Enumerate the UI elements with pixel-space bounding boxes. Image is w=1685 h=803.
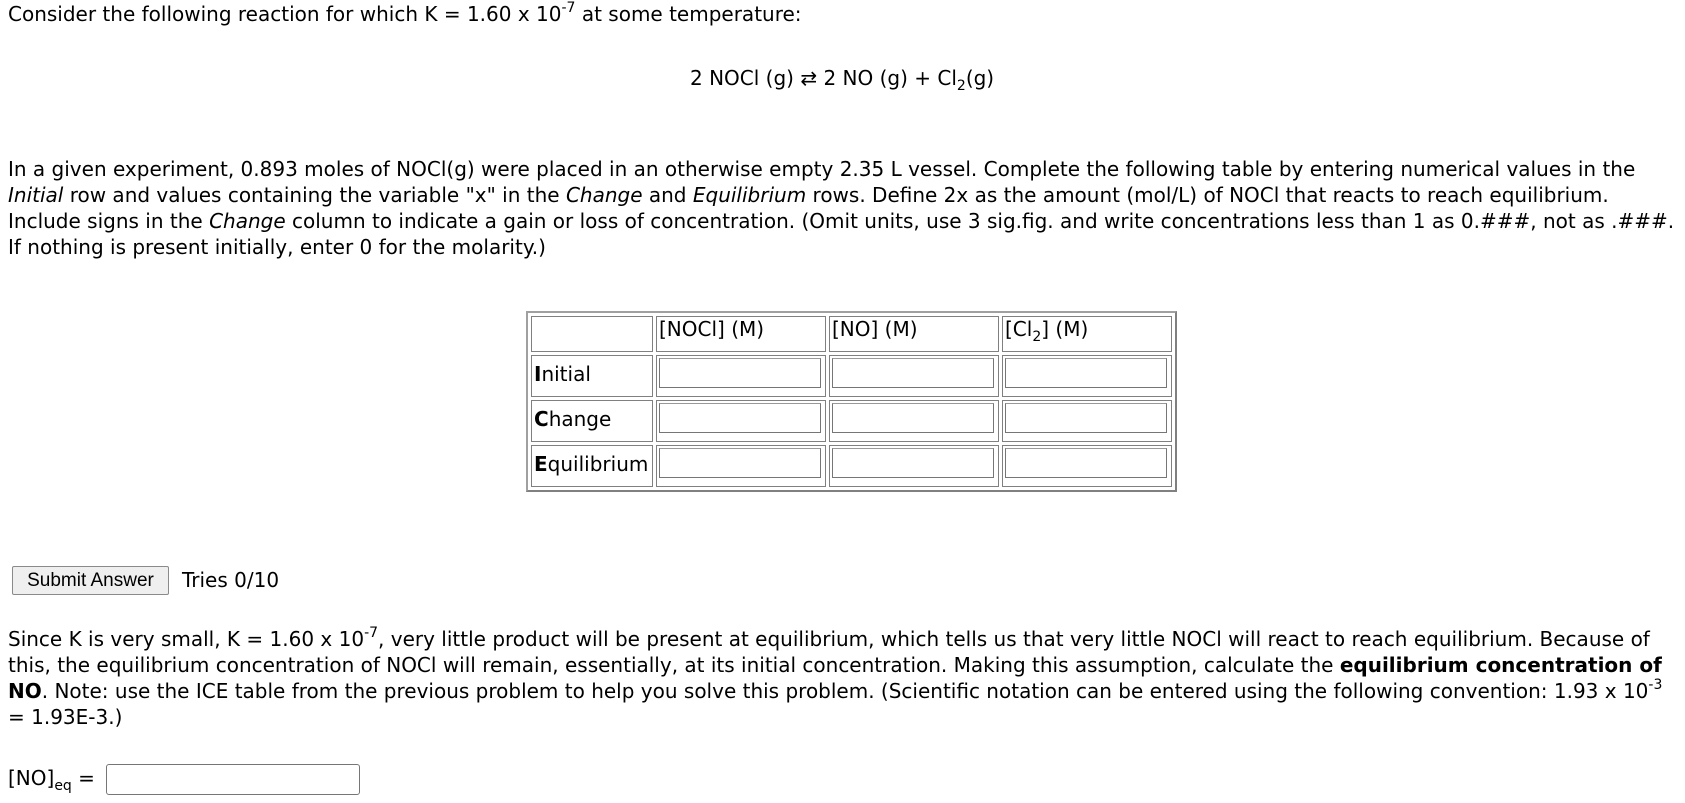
instructions-text-1: In a given experiment, 0.893 moles of NOCl(g) were placed in an otherwise empty 2.35 L vessel. Complete the following table by entering numerical values in the (8, 157, 1636, 181)
followup-paragraph (8, 626, 1681, 730)
ice-row-equilibrium (531, 445, 1172, 487)
input-equilibrium-nocl[interactable] (659, 448, 821, 478)
instructions-text-3: and (642, 183, 693, 207)
input-equilibrium-cl2[interactable] (1005, 448, 1167, 478)
ice-header-row (531, 316, 1172, 352)
cell-equilibrium-cl2 (1002, 445, 1172, 487)
row-label-initial-letter: I (534, 362, 542, 386)
cell-change-cl2 (1002, 400, 1172, 442)
ice-row-initial (531, 355, 1172, 397)
followup-text-3: . Note: use the ICE table from the previous problem to help you solve this problem. (Scientific notation can be entered using the following convention: 1.93 x 10 (41, 679, 1649, 703)
input-initial-no[interactable] (832, 358, 994, 388)
header-cl2-subscript: 2 (1032, 329, 1042, 345)
instructions-text-5: column to indicate a gain or loss of concentration. (Omit units, use 3 sig.fig. and write concentrations less than 1 as 0.###, not as .###. If nothing is present initially, enter 0 for the molarity.) (8, 209, 1675, 259)
reaction-products: 2 NO (g) + Cl (817, 66, 957, 90)
header-nocl: [NOCl] (M) (656, 316, 826, 352)
cell-initial-no (829, 355, 999, 397)
row-label-initial-rest: nitial (541, 362, 591, 386)
cell-initial-nocl (656, 355, 826, 397)
intro-text-end: at some temperature: (575, 2, 802, 26)
followup-exponent-1: -7 (364, 625, 379, 641)
question-intro (8, 2, 802, 26)
no-eq-label-subscript: eq (54, 778, 72, 794)
reaction-equation (690, 66, 995, 94)
row-label-initial (531, 355, 653, 397)
followup-text-2: , very little product will be present at equilibrium, which tells us that very little NOCl will react to reach equilibrium. Because of this, the equilibrium concentration of NOCl will remain, essentially, at its initial concentration. Making this assumption, calculate the (8, 627, 1650, 677)
instructions-text-4: rows. Define 2x as the amount (mol/L) of NOCl that reacts to reach equilibrium. Include signs in the (8, 183, 1609, 233)
instructions-italic-change: Change (565, 183, 643, 207)
ice-corner-cell (531, 316, 653, 352)
row-label-equilibrium (531, 445, 653, 487)
followup-text-4: = 1.93E-3.) (8, 705, 123, 729)
input-change-cl2[interactable] (1005, 403, 1167, 433)
intro-exponent: -7 (561, 0, 576, 16)
input-change-nocl[interactable] (659, 403, 821, 433)
no-eq-label (8, 766, 95, 794)
submit-answer-button[interactable]: Submit Answer (12, 566, 169, 595)
input-initial-cl2[interactable] (1005, 358, 1167, 388)
ice-table (526, 311, 1177, 492)
cell-change-nocl (656, 400, 826, 442)
input-initial-nocl[interactable] (659, 358, 821, 388)
row-label-change (531, 400, 653, 442)
cell-equilibrium-no (829, 445, 999, 487)
row-label-change-letter: C (534, 407, 549, 431)
input-equilibrium-no[interactable] (832, 448, 994, 478)
cell-change-no (829, 400, 999, 442)
reaction-subscript: 2 (956, 78, 966, 94)
followup-text-1: Since K is very small, K = 1.60 x 10 (8, 627, 365, 651)
cell-equilibrium-nocl (656, 445, 826, 487)
instructions-italic-change-2: Change (209, 209, 286, 233)
row-label-change-rest: hange (548, 407, 612, 431)
followup-exponent-2: -3 (1648, 677, 1663, 693)
header-cl2-unit: ] (M) (1041, 317, 1089, 341)
reaction-reactant: 2 NOCl (g) (690, 66, 801, 90)
header-no: [NO] (M) (829, 316, 999, 352)
instructions-text-2: row and values containing the variable "x" in the (63, 183, 566, 207)
no-eq-label-text: [NO] (8, 766, 55, 790)
no-eq-label-equals: = (71, 766, 95, 790)
header-cl2 (1002, 316, 1172, 352)
header-cl2-text: [Cl (1005, 317, 1033, 341)
instructions-italic-equilibrium: Equilibrium (692, 183, 807, 207)
no-eq-input[interactable] (106, 764, 360, 795)
row-label-equilibrium-rest: quilibrium (547, 452, 649, 476)
intro-text: Consider the following reaction for which K = 1.60 x 10 (8, 2, 562, 26)
instructions-paragraph (8, 156, 1681, 260)
tries-counter: Tries 0/10 (182, 568, 280, 592)
ice-row-change (531, 400, 1172, 442)
row-label-equilibrium-letter: E (534, 452, 548, 476)
input-change-no[interactable] (832, 403, 994, 433)
cell-initial-cl2 (1002, 355, 1172, 397)
reaction-phase: (g) (965, 66, 995, 90)
followup-bold: equilibrium concentration of NO (8, 653, 1662, 703)
equilibrium-arrow-icon: ⇄ (800, 66, 818, 90)
instructions-italic-initial: Initial (8, 183, 64, 207)
